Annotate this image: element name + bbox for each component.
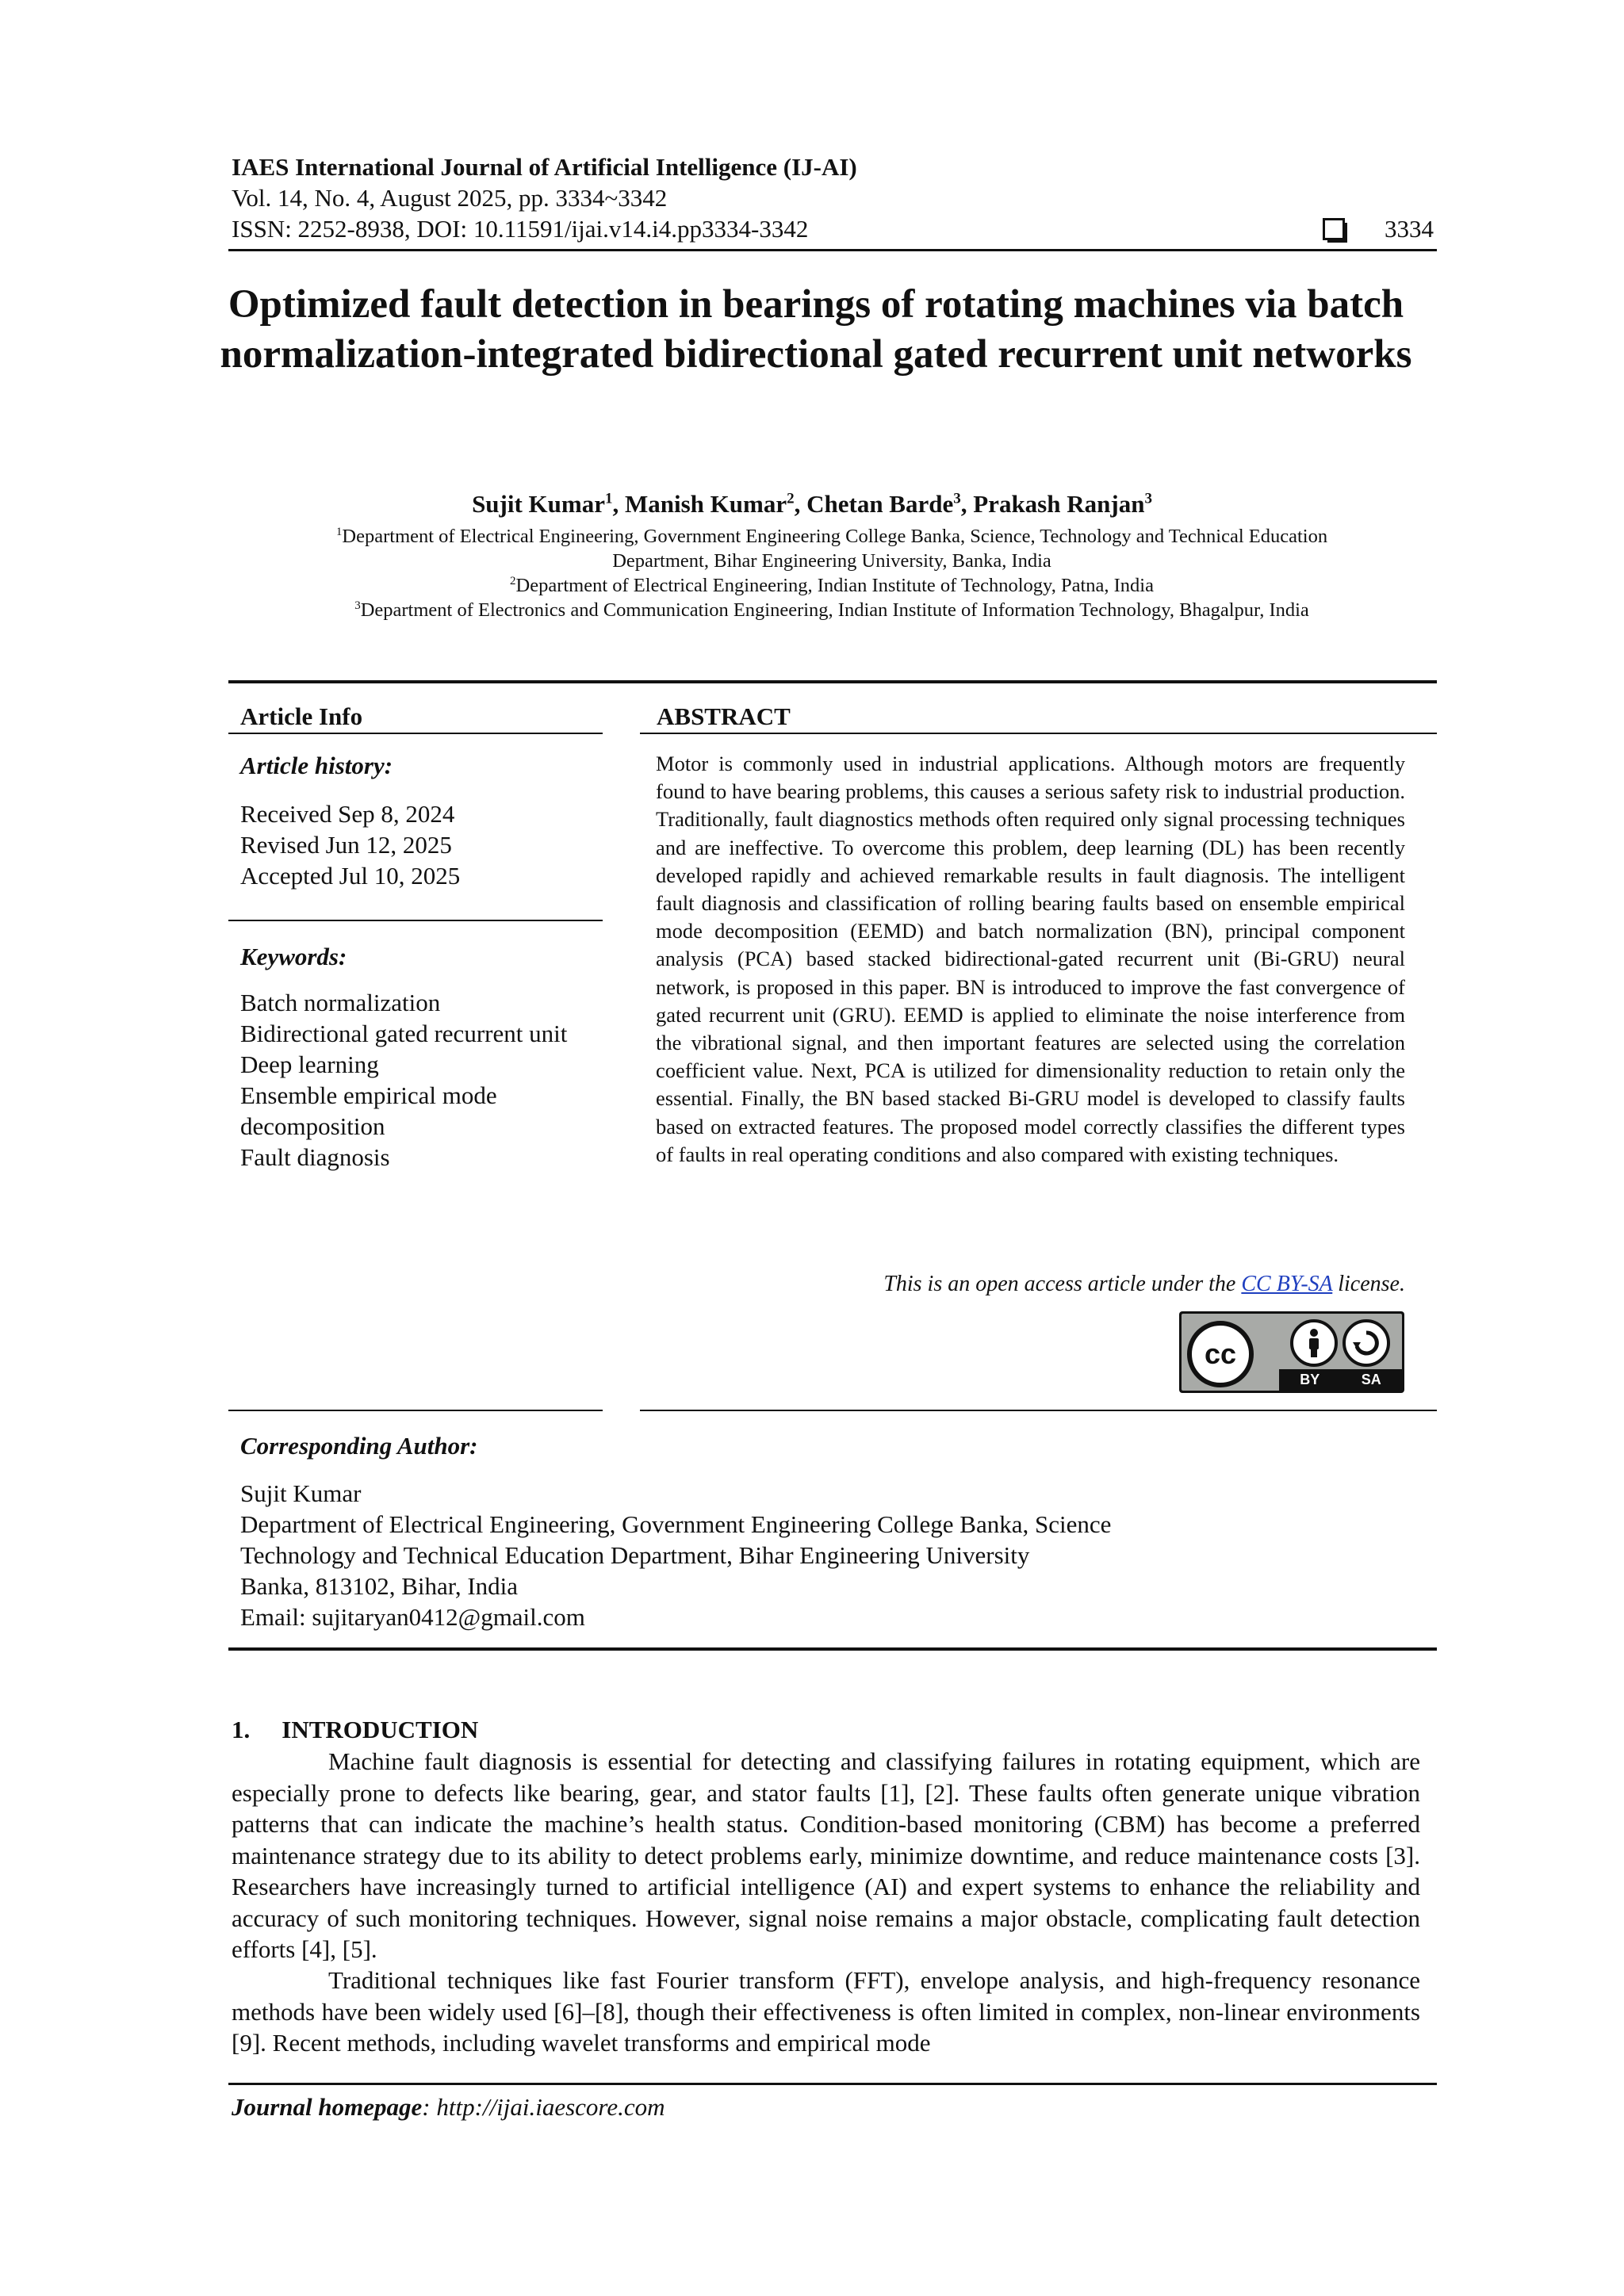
abstract-heading: ABSTRACT — [657, 702, 791, 730]
cc-by-label: BY — [1300, 1372, 1320, 1387]
section-heading-introduction: 1. INTRODUCTION — [232, 1716, 479, 1743]
abstract-bottom-rule — [640, 1410, 1437, 1411]
keyword: Deep learning — [240, 1050, 379, 1078]
homepage-label: Journal homepage — [232, 2093, 423, 2121]
page-number-block — [1323, 215, 1434, 243]
header-rule — [228, 249, 1437, 251]
license-link[interactable]: CC BY-SA — [1241, 1272, 1333, 1296]
corresponding-address: Banka, 813102, Bihar, India — [240, 1572, 519, 1600]
keyword: decomposition — [240, 1112, 385, 1140]
affiliation-1: $^1$Department of Electrical Engineering, Government Engineering College Banka, Science, Technology and Technical Education Department, Bihar Engineering University, Banka, India — [335, 526, 1328, 572]
history-rule — [228, 920, 603, 921]
abstract-heading-rule — [640, 733, 1437, 734]
author: Prakash Ranjan$^3$ — [973, 490, 1152, 518]
info-top-rule — [228, 680, 1437, 683]
cc-icon: cc — [1187, 1321, 1254, 1387]
cc-by-sa-badge[interactable] — [1179, 1311, 1404, 1393]
article-history — [240, 798, 460, 891]
person-icon — [1290, 1319, 1338, 1367]
info-heading-rule — [228, 733, 603, 734]
cc-badge-label-bar — [1279, 1369, 1402, 1391]
page-number: 3334 — [1385, 215, 1434, 243]
paper-title: Optimized fault detection in bearings of rotating machines via batch normalization-integrated bidirectional gated recurrent unit networks — [220, 282, 1412, 377]
cc-sa-label: SA — [1361, 1372, 1381, 1387]
author: Sujit Kumar$^1$, — [472, 490, 625, 518]
affiliation-2: $^2$Department of Electrical Engineering, Indian Institute of Technology, Patna, India — [510, 575, 1154, 597]
article-info-heading: Article Info — [240, 702, 363, 730]
page-box-icon — [1323, 218, 1345, 240]
author: Manish Kumar$^2$, — [625, 490, 807, 518]
info-bottom-rule — [228, 1410, 603, 1411]
intro-paragraph-2: Traditional techniques like fast Fourier transform (FFT), envelope analysis, and high-frequency resonance methods have been widely used [6]–[8], though their effectiveness is often limited in complex, non-linear environments [9]. Recent methods, including wavelet transforms and empirical mode — [232, 1966, 1420, 2057]
corresponding-dept: Department of Electrical Engineering, Government Engineering College Banka, Science — [240, 1510, 1112, 1538]
author-list — [0, 490, 1624, 519]
received-date: Received Sep 8, 2024 — [240, 800, 455, 828]
license-note: This is an open access article under the CC BY-SA license. — [883, 1272, 1405, 1296]
keyword: Batch normalization — [240, 989, 441, 1016]
footer-rule — [228, 2083, 1437, 2085]
journal-name: IAES International Journal of Artificial Intelligence (IJ-AI) — [232, 153, 857, 181]
article-history-label: Article history: — [240, 752, 393, 779]
keyword-list — [240, 987, 567, 1173]
intro-paragraph-1: Machine fault diagnosis is essential for detecting and classifying failures in rotating equipment, which are especially prone to defects like bearing, gear, and stator faults [1], [2]. These faults often generate unique vibration patterns that can indicate the machine’s health status. Condition-based monitoring (CBM) has become a preferred maintenance strategy due to its ability to detect problems early, minimize downtime, and reduce maintenance costs [3]. Researchers have increasingly turned to artificial intelligence (AI) and expert systems to enhance the reliability and accuracy of such monitoring techniques. However, signal noise remains a major obstacle, complicating fault detection efforts [4], [5]. — [232, 1747, 1420, 1963]
corresponding-bottom-rule — [228, 1647, 1437, 1651]
revised-date: Revised Jun 12, 2025 — [240, 831, 452, 859]
corresponding-email: Email: sujitaryan0412@gmail.com — [240, 1603, 585, 1631]
affiliation-3: $^3$Department of Electronics and Communication Engineering, Indian Institute of Information Technology, Bhagalpur, India — [354, 599, 1309, 622]
journal-homepage — [232, 2093, 665, 2122]
share-alike-icon — [1342, 1319, 1390, 1367]
corresponding-author-label: Corresponding Author: — [240, 1432, 478, 1460]
corresponding-name: Sujit Kumar — [240, 1479, 362, 1507]
corresponding-author-details — [240, 1478, 1111, 1632]
abstract-text: Motor is commonly used in industrial applications. Although motors are frequently found to have bearing problems, this causes a serious safety risk to industrial production. Traditionally, fault diagnostics methods often required only signal processing techniques and are ineffective. To overcome this problem, deep learning (DL) has been recently developed rapidly and achieved remarkable results in fault diagnosis. The intelligent fault diagnosis and classification of rolling bearing faults based on ensemble empirical mode decomposition (EEMD) and batch normalization (BN), principal component analysis (PCA) based stacked bidirectional-gated recurrent unit (Bi-GRU) neural network, is proposed in this paper. BN is introduced to improve the fast convergence of gated recurrent unit (GRU). EEMD is applied to eliminate the noise interference from the vibrational signal, and then important features are selected using the correlation coefficient value. Next, PCA is utilized for dimensionality reduction to retain only the essential. Finally, the BN based stacked Bi-GRU model is developed to classify faults based on extracted features. The proposed model correctly classifies the different types of faults in real operating conditions and also compared with existing techniques. — [656, 752, 1405, 1166]
accepted-date: Accepted Jul 10, 2025 — [240, 862, 461, 890]
keyword: Ensemble empirical mode — [240, 1081, 497, 1109]
journal-volume: Vol. 14, No. 4, August 2025, pp. 3334~3342 — [232, 184, 668, 212]
homepage-url[interactable]: : http://ijai.iaescore.com — [422, 2093, 665, 2121]
author: Chetan Barde$^3$, — [806, 490, 974, 518]
corresponding-dept-cont: Technology and Technical Education Department, Bihar Engineering University — [240, 1541, 1030, 1569]
keyword: Bidirectional gated recurrent unit — [240, 1020, 568, 1047]
keyword: Fault diagnosis — [240, 1143, 390, 1171]
journal-issn-doi: ISSN: 2252-8938, DOI: 10.11591/ijai.v14.i4.pp3334-3342 — [232, 215, 809, 243]
keywords-label: Keywords: — [240, 943, 347, 970]
